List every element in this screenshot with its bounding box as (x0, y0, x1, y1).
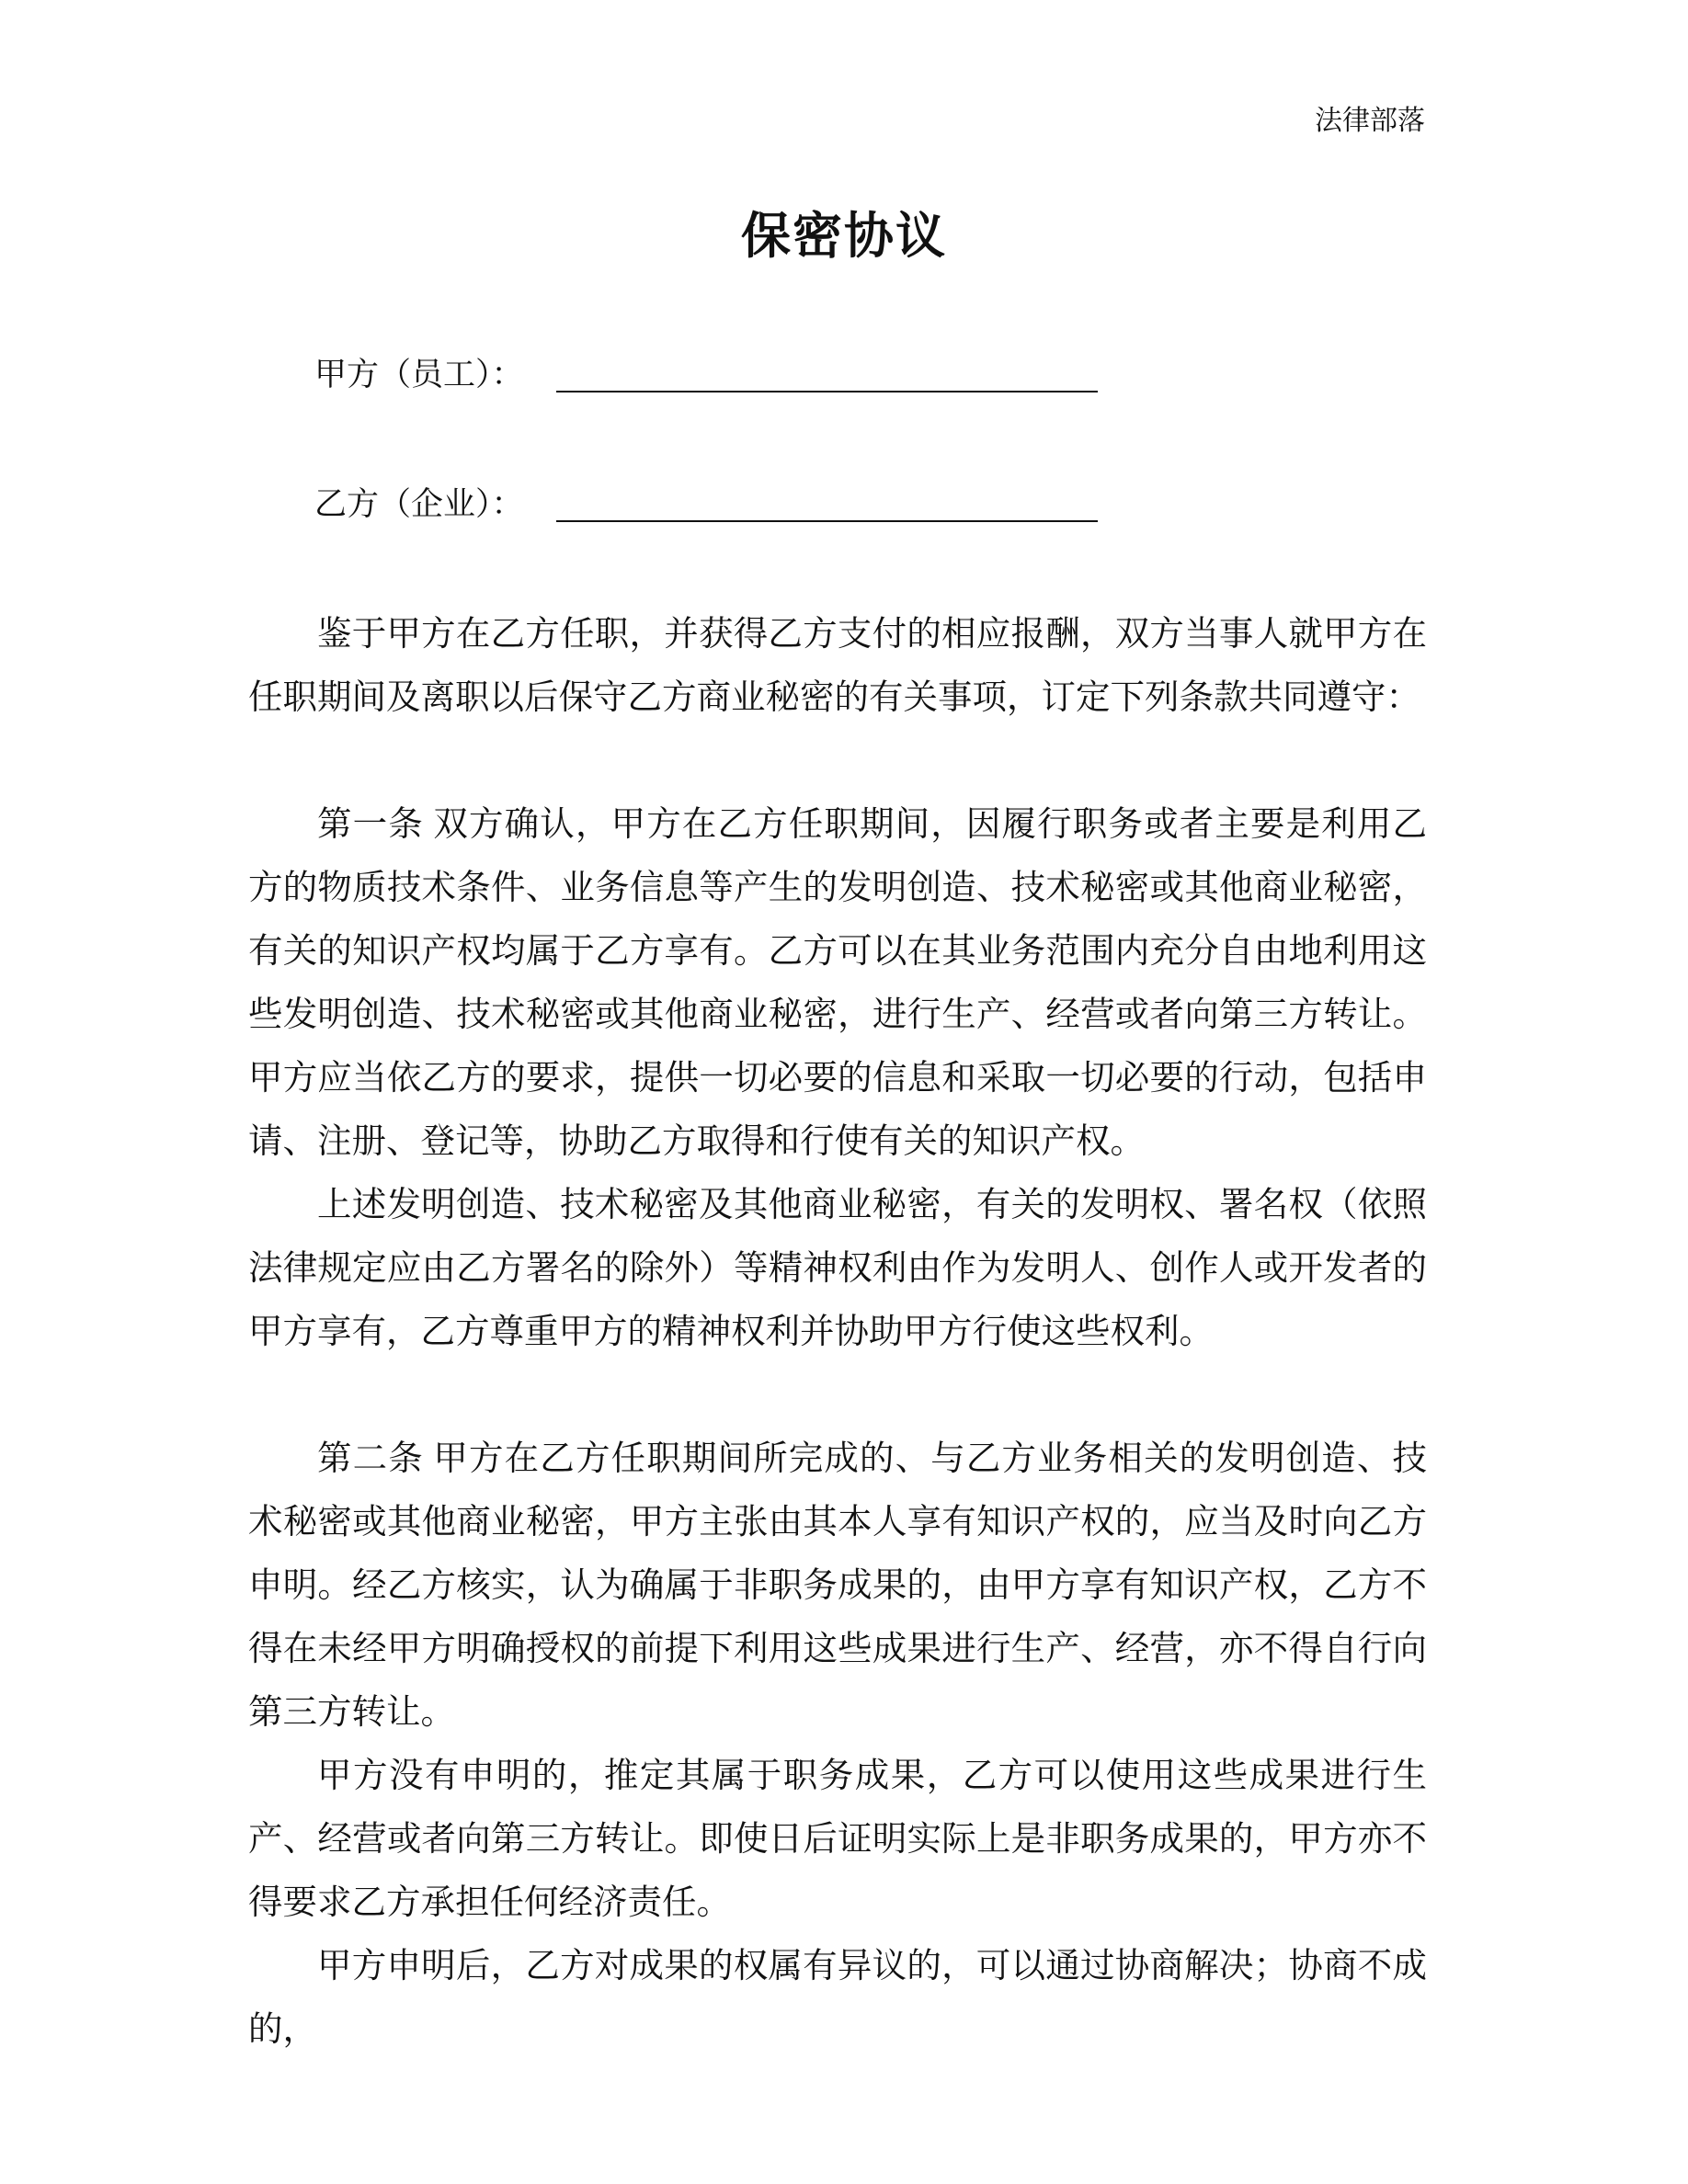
party-b-row (314, 482, 556, 528)
document-title: 保密协议 (741, 209, 947, 264)
article-1-moral-rights-paragraph: 上述发明创造、技术秘密及其他商业秘密，有关的发明权、署名权（依照法律规定应由乙方署名的除外）等精神权利由作为发明人、创作人或开发者的甲方享有，乙方尊重甲方的精神权利并协助甲方行使这些权利。 (248, 1187, 1427, 1351)
header-brand: 法律部落 (1315, 106, 1425, 136)
party-b-label: 乙方（企业）： (314, 486, 524, 522)
party-b-blank[interactable] (556, 482, 1098, 522)
article-1-paragraph: 第一条 双方确认，甲方在乙方任职期间，因履行职务或者主要是利用乙方的物质技术条件、业务信息等产生的发明创造、技术秘密或其他商业秘密，有关的知识产权均属于乙方享有。乙方可以在其业务范围内充分自由地利用这些发明创造、技术秘密或其他商业秘密，进行生产、经营或者向第三方转让。甲方应当依乙方的要求，提供一切必要的信息和采取一切必要的行动，包括申请、注册、登记等，协助乙方取得和行使有关的知识产权。 (248, 806, 1427, 1161)
article-2-paragraph: 第二条 甲方在乙方任职期间所完成的、与乙方业务相关的发明创造、技术秘密或其他商业秘密，甲方主张由其本人享有知识产权的，应当及时向乙方申明。经乙方核实，认为确属于非职务成果的，由甲方享有知识产权，乙方不得在未经甲方明确授权的前提下利用这些成果进行生产、经营，亦不得自行向第三方转让。 (248, 1440, 1427, 1732)
party-a-row (314, 352, 556, 398)
article-2-dispute-paragraph: 甲方申明后，乙方对成果的权属有异议的，可以通过协商解决；协商不成的， (248, 1948, 1427, 2049)
party-a-blank[interactable] (556, 352, 1098, 392)
party-a-label: 甲方（员工）： (314, 357, 524, 392)
agreement-body (248, 603, 1427, 2062)
preamble-paragraph: 鉴于甲方在乙方任职，并获得乙方支付的相应报酬，双方当事人就甲方在任职期间及离职以后保守乙方商业秘密的有关事项，订定下列条款共同遵守： (248, 616, 1427, 717)
article-2-no-declaration-paragraph: 甲方没有申明的，推定其属于职务成果，乙方可以使用这些成果进行生产、经营或者向第三方转让。即使日后证明实际上是非职务成果的，甲方亦不得要求乙方承担任何经济责任。 (248, 1757, 1427, 1922)
